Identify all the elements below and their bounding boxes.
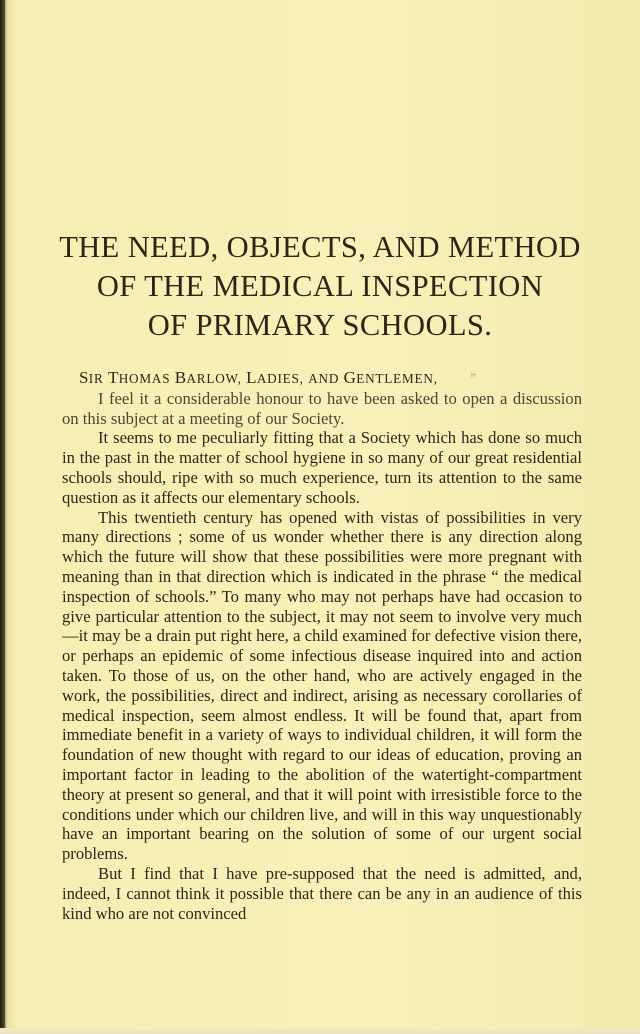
- salutation-b-rest: ARLOW,: [186, 371, 242, 386]
- title-line-1: THE NEED, OBJECTS, AND METHOD: [59, 230, 581, 264]
- salutation-t-cap: T: [108, 368, 119, 387]
- salutation-s-cap: S: [79, 368, 89, 387]
- salutation-g-rest: ENTLEMEN,: [356, 371, 438, 386]
- paragraph-3: This twentieth century has opened with vistas of possibilities in very many directions ; some of us wonder whether there is any direction along which the future will show that these possibilities were more pregnant with meaning than in that direction which is indicated in the phrase “ the medical inspection of schools.” To many who may not perhaps have had occasion to give particular attention to the subject, it may not seem to involve very much—it may be a drain put right here, a child examined for defective vision there, or perhaps an epidemic of some infectious disease inquired into and action taken. To those of us, on the other hand, who are actively engaged in the work, the possibilities, direct and indirect, arising as necessary corollaries of medical inspection, seem almost endless. It will be found that, apart from immediate benefit in a variety of ways to individual children, it will form the foundation of new thought with regard to our ideas of education, proving an important factor in leading to the abolition of the watertight-compartment theory at present so general, and that it will point with irresistible force to the conditions under which our children live, and will in this way unquestionably have an important bearing on the solution of some of our urgent social problems.: [62, 507, 582, 864]
- salutation: [62, 368, 582, 389]
- salutation-b-cap: B: [174, 368, 187, 387]
- body-text: [62, 368, 582, 923]
- salutation-l-cap: L: [246, 368, 257, 387]
- salutation-l-rest: ADIES,: [256, 371, 304, 386]
- salutation-s-rest: IR: [88, 371, 104, 386]
- page-title: [40, 228, 600, 345]
- salutation-g-cap: G: [343, 368, 357, 387]
- title-line-3: OF PRIMARY SCHOOLS.: [147, 308, 493, 342]
- paragraph-2: It seems to me peculiarly fitting that a Society which has done so much in the past in the matter of school hygiene in so many of our great residential schools should, ripe with so much experience, turn its attention to the same question as it affects our elementary schools.: [62, 428, 582, 507]
- page-bottom-edge: [0, 1028, 640, 1034]
- paragraph-1: I feel it a considerable honour to have been asked to open a discussion on this subject at a meeting of our Society.: [62, 388, 582, 428]
- paragraph-4: But I find that I have pre-supposed that the need is admitted, and, indeed, I cannot think it possible that there can be any in an audience of this kind who are not convinced: [62, 863, 582, 923]
- salutation-and: AND: [308, 371, 340, 386]
- book-spine-edge: [0, 0, 5, 1034]
- salutation-t-rest: HOMAS: [118, 371, 171, 386]
- title-line-2: OF THE MEDICAL INSPECTION: [96, 269, 544, 303]
- ink-smudge-mark: ”: [470, 370, 477, 385]
